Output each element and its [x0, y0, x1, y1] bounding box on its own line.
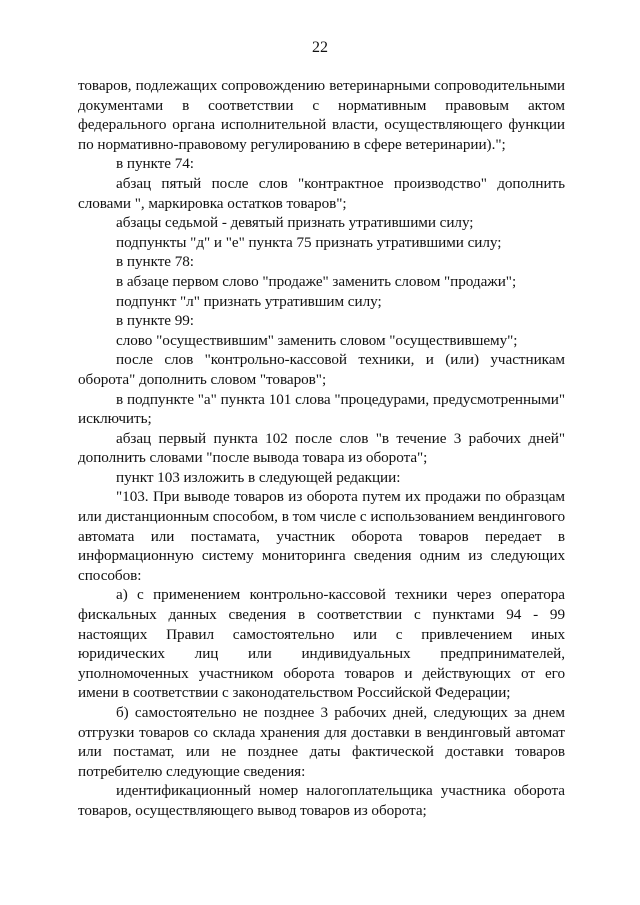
document-body — [78, 76, 565, 821]
page-number: 22 — [312, 39, 328, 56]
paragraph: в пункте 74: — [116, 155, 194, 173]
paragraph: "103. При выводе товаров из оборота путем их продажи по образцам или дистанционным способом, в том числе с использованием вендингового автомата или постамата, участник оборота товаров передает в информационную систему мониторинга сведения одним из следующих способов: — [78, 488, 565, 584]
paragraph: подпункт "л" признать утратившим силу; — [116, 292, 382, 310]
paragraph: пункт 103 изложить в следующей редакции: — [116, 468, 401, 486]
paragraph: в абзаце первом слово "продаже" заменить словом "продажи"; — [116, 272, 517, 290]
paragraph: в пункте 78: — [116, 253, 194, 271]
paragraph: после слов "контрольно-кассовой техники, и (или) участникам оборота" дополнить словом "товаров"; — [78, 351, 565, 388]
paragraph: абзац первый пункта 102 после слов "в течение 3 рабочих дней" дополнить словами "после вывода товара из оборота"; — [78, 429, 565, 467]
paragraph: товаров, подлежащих сопровождению ветеринарными сопроводительными документами в соответствии с нормативным правовым актом федерального органа исполнительной власти, осуществляющего функции по нормативно-правовому регулированию в сфере ветеринарии)."; — [78, 77, 565, 153]
paragraph: абзац пятый после слов "контрактное производство" дополнить словами ", маркировка остатков товаров"; — [78, 174, 565, 212]
paragraph: подпункты "д" и "е" пункта 75 признать утратившими силу; — [116, 233, 502, 251]
paragraph: б) самостоятельно не позднее 3 рабочих дней, следующих за днем отгрузки товаров со склада хранения для доставки в вендинговый автомат или постамат, или не позднее даты фактической доставки товаров потребителю следующие сведения: — [78, 704, 565, 780]
paragraph: абзацы седьмой - девятый признать утратившими силу; — [116, 214, 474, 232]
paragraph: идентификационный номер налогоплательщика участника оборота товаров, осуществляющего вывод товаров из оборота; — [78, 782, 565, 819]
paragraph: в пункте 99: — [116, 312, 194, 330]
paragraph: слово "осуществившим" заменить словом "осуществившему"; — [116, 331, 518, 349]
paragraph: в подпункте "а" пункта 101 слова "процедурами, предусмотренными" исключить; — [78, 390, 565, 428]
paragraph: а) с применением контрольно-кассовой техники через оператора фискальных данных сведения в соответствии с пунктами 94 - 99 настоящих Правил самостоятельно или с привлечением иных юридических лиц или индивидуальных предпринимателей, уполномоченных участником оборота товаров и действующих от его имени в соответствии с законодательством Российской Федерации; — [78, 586, 565, 702]
